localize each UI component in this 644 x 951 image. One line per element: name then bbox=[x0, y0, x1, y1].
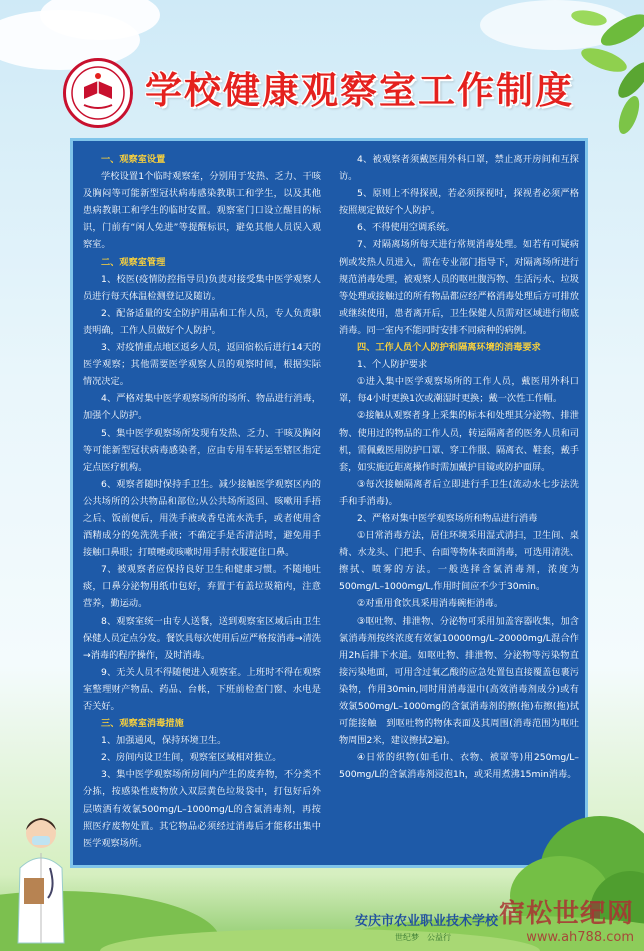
paragraph: 3、对疫情重点地区返乡人员，返回宿松后进行14天的医学观察；其他需要医学观察人员的观察时间，根据实际情况决定。 bbox=[83, 342, 321, 388]
page-title: 学校健康观察室工作制度 bbox=[145, 69, 574, 112]
paragraph: ②对重用食饮具采用消毒碗柜消毒。 bbox=[357, 598, 504, 610]
paragraph: 4、被观察者须戴医用外科口罩，禁止离开房间和互探访。 bbox=[339, 154, 579, 183]
footer-school-logo: 安庆市农业职业技术学校 bbox=[355, 914, 499, 929]
paragraph: 1、校医(疫情防控指导员)负责对接受集中医学观察人员进行每天体温检测登记及随访。 bbox=[83, 273, 321, 302]
paragraph: 9、无关人员不得随便进入观察室。上班时不得在观察室整理财产物品、药品、台帐，下班前检查门窗、水电是否关好。 bbox=[83, 666, 321, 712]
paragraph: 4、严格对集中医学观察场所的场所、物品进行消毒，加强个人防护。 bbox=[83, 393, 321, 422]
paragraph: ③呕吐物、排泄物、分泌物可采用加盖容器收集，加含氯消毒剂按终浓度有效氯10000mg/L–20000mg/L混合作用2h后排下水道。如呕吐物、排泄物、分泌物等污染物直接污染地面，可用含过氧乙酸的应急处置包直接覆盖包裹污染物，作用30min,同时用消毒湿巾(高效消毒剂成分)或有效氯500mg/L–1000mg的含氯消毒剂的擦(拖)布擦(拖)拭可能接触 到呕吐物的物体表面及其周围(消毒范围为呕吐物周围2米，建议擦拭2遍)。 bbox=[339, 615, 579, 747]
content-panel bbox=[70, 138, 588, 868]
paragraph: 2、配备适量的安全防护用品和工作人员，专人负责职责明确，工作人员做好个人防护。 bbox=[83, 307, 321, 336]
watermark-name: 宿松世纪网 bbox=[498, 899, 634, 929]
paragraph: 学校设置1个临时观察室，分别用于发热、乏力、干咳及胸闷等可能新型冠状病毒感染教职工和学生，以及其他患病教职工和学生的临时安置。观察室门口设立醒目的标识，门前有“闲人免进”等提醒标识，避免其他人员误入观察室。 bbox=[83, 171, 321, 251]
paragraph: 5、集中医学观察场所发现有发热、乏力、干咳及胸闷等可能新型冠状病毒感染者，应由专用车转运至辖区指定定点医疗机构。 bbox=[83, 427, 321, 473]
paragraph: 6、观察者随时保持手卫生。减少接触医学观察区内的公共场所的公共物品和部位;从公共场所返回、咳嗽用手捂之后、饭前便后，用洗手液或香皂流水洗手，或者使用含酒精成分的免洗洗手液；不确定手是否清洁时，避免用手接触口鼻眼；打喷嚏或咳嗽时用手肘衣服遮住口鼻。 bbox=[83, 478, 321, 559]
paragraph: 7、对隔离场所每天进行常规消毒处理。如若有可疑病例或发热人员进入，需在专业部门指导下，对隔离场所进行规范消毒处理，被观察人员的呕吐腹泻物、生活污水、垃圾等处理或接触过的所有物品都应经严格消毒处理后方可排放或继续使用，患者离开后，卫生保健人员需对区域进行彻底消毒。同一室内不能同时安排不同病种的病例。 bbox=[339, 239, 579, 336]
book-emblem-icon bbox=[70, 65, 126, 121]
watermark bbox=[499, 893, 634, 945]
left-column bbox=[83, 151, 321, 852]
paragraph: 6、不得使用空调系统。 bbox=[357, 222, 455, 234]
section-heading: 二、观察室管理 bbox=[101, 256, 166, 268]
paragraph: 8、观察室统一由专人送餐，送到观察室区域后由卫生保健人员定点分发。餐饮具每次使用后应严格按消毒→清洗→消毒的程序操作，及时消毒。 bbox=[83, 615, 321, 661]
paragraph: 7、被观察者应保持良好卫生和健康习惯。不随地吐痰，口鼻分泌物用纸巾包好，弃置于有盖垃圾箱内，注意营养，勤运动。 bbox=[83, 564, 321, 610]
paragraph: ①进入集中医学观察场所的工作人员，戴医用外科口罩，每4小时更换1次或潮湿时更换；戴一次性工作帽。 bbox=[339, 376, 579, 405]
section-heading: 四、工作人员个人防护和隔离环境的消毒要求 bbox=[357, 342, 541, 354]
paragraph: ②接触从观察者身上采集的标本和处理其分泌物、排泄物、使用过的物品的工作人员，转运隔离者的医务人员和司机，需佩戴医用防护口罩、穿工作服、隔离衣、鞋套，戴手套，如实施近距离操作时需加戴护目镜或防护面屏。 bbox=[339, 410, 579, 473]
paragraph: 2、房间内设卫生间，观察室区域相对独立。 bbox=[101, 752, 282, 764]
paragraph: 5、原则上不得探视，若必须探视时，探视者必须严格按照规定做好个人防护。 bbox=[339, 188, 579, 217]
right-column bbox=[339, 151, 579, 783]
paragraph: 2、严格对集中医学观察场所和物品进行消毒 bbox=[357, 512, 538, 524]
school-logo bbox=[63, 58, 133, 128]
watermark-url: www.ah788.com bbox=[526, 930, 634, 945]
paragraph: ③每次接触隔离者后立即进行手卫生(流动水七步法洗手和手消毒)。 bbox=[339, 478, 579, 507]
paragraph: 1、加强通风，保持环境卫生。 bbox=[101, 735, 227, 747]
section-heading: 三、观察室消毒措施 bbox=[101, 718, 184, 730]
paragraph: 3、集中医学观察场所房间内产生的废弃物，不分类不分拣，按感染性废物放入双层黄色垃圾袋中，打包好后外层喷洒有效氯500mg/L–1000mg/L的含氯消毒剂，再按照医疗废物处置。其它物品必须经过消毒后才能移出集中医学观察场所。 bbox=[83, 769, 321, 849]
footer-subline: 世纪梦 公益行 bbox=[395, 933, 451, 942]
doctor-illustration bbox=[6, 808, 76, 948]
paragraph: 1、个人防护要求 bbox=[357, 359, 428, 371]
paragraph: ④日常的织物(如毛巾、衣物、被罩等)用250mg/L–500mg/L的含氯消毒剂浸泡1h，或采用煮沸15min消毒。 bbox=[339, 752, 579, 781]
paragraph: ①日常消毒方法，居住环境采用湿式清扫，卫生间、桌椅、水龙头、门把手、台面等物体表面消毒，可选用清洗、擦拭、喷雾的方法。一般选择含氯消毒剂，浓度为500mg/L–1000mg/L,作用时间应不少于30min。 bbox=[339, 530, 579, 593]
header bbox=[0, 0, 644, 130]
section-heading: 一、观察室设置 bbox=[101, 154, 166, 165]
